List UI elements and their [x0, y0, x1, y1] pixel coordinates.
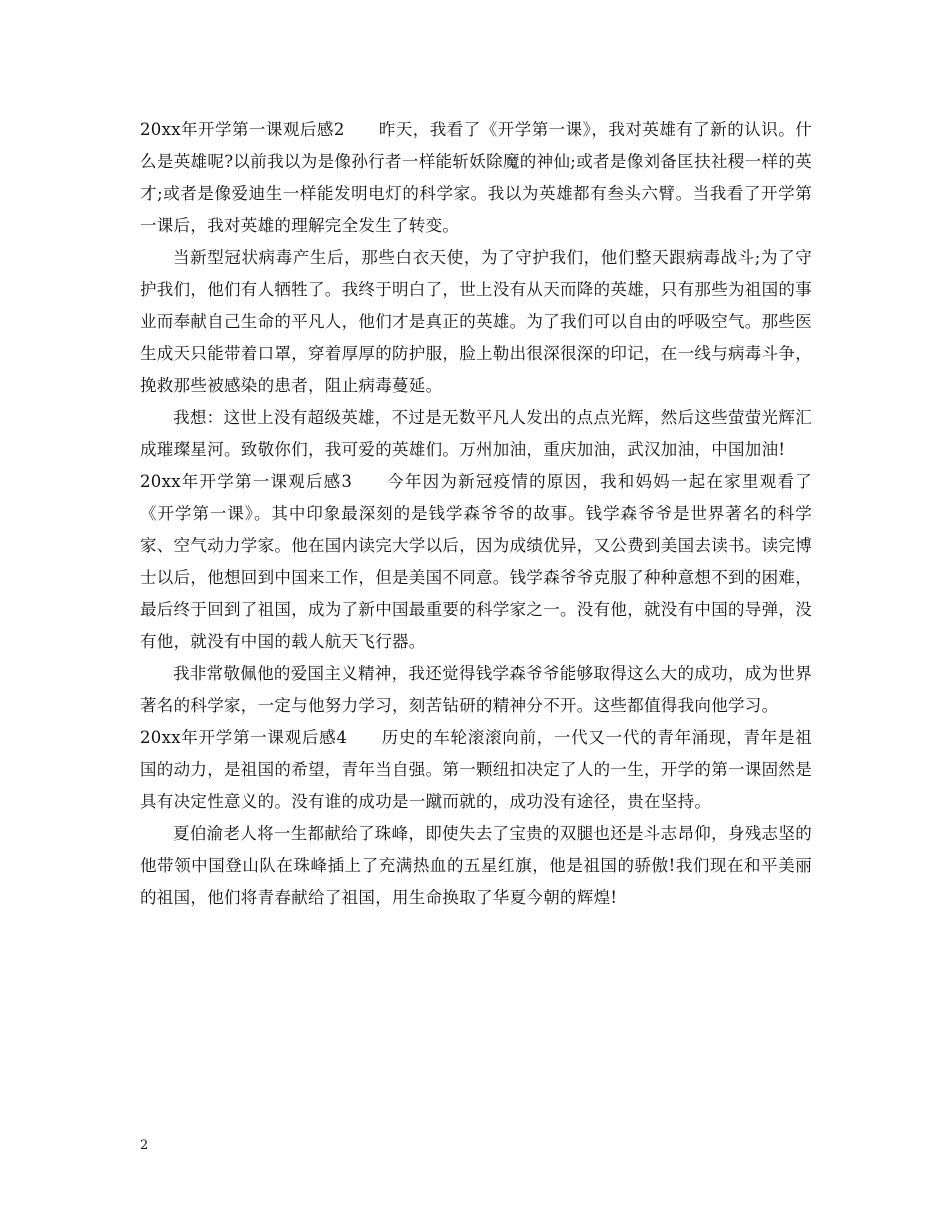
essay-paragraph: [140, 402, 812, 466]
paragraph-text: 当新型冠状病毒产生后，那些白衣天使，为了守护我们，他们整天跟病毒战斗;为了守护我们，他们有人牺牲了。我终于明白了，世上没有从天而降的英雄，只有那些为祖国的事业而奉献自己生命的平凡人，他们才是真正的英雄。为了我们可以自由的呼吸空气。那些医生成天只能带着口罩，穿着厚厚的防护服，脸上勒出很深很深的印记，在一线与病毒斗争，挽救那些被感染的患者，阻止病毒蔓延。: [140, 248, 812, 395]
essay-heading: 20xx年开学第一课观后感2: [140, 120, 345, 139]
essay-paragraph: [140, 658, 812, 722]
document-body: [140, 114, 812, 914]
page-number: 2: [140, 1138, 149, 1153]
essay-paragraph: [140, 242, 812, 402]
paragraph-text: 夏伯渝老人将一生都献给了珠峰，即使失去了宝贵的双腿也还是斗志昂仰，身残志坚的他带领中国登山队在珠峰插上了充满热血的五星红旗，他是祖国的骄傲!我们现在和平美丽的祖国，他们将青春献给了祖国，用生命换取了华夏今朝的辉煌!: [140, 824, 812, 907]
paragraph-text: 今年因为新冠疫情的原因，我和妈妈一起在家里观看了《开学第一课》。其中印象最深刻的是钱学森爷爷的故事。钱学森爷爷是世界著名的科学家、空气动力学家。他在国内读完大学以后，因为成绩优异，又公费到美国去读书。读完博士以后，他想回到中国来工作，但是美国不同意。钱学森爷爷克服了种种意想不到的困难，最后终于回到了祖国，成为了新中国最重要的科学家之一。没有他，就没有中国的导弹，没有他，就没有中国的载人航天飞行器。: [140, 472, 812, 651]
essay-paragraph: [140, 722, 812, 818]
essay-paragraph: [140, 818, 812, 914]
essay-paragraph: [140, 466, 812, 658]
essay-paragraph: [140, 114, 812, 242]
paragraph-text: 历史的车轮滚滚向前，一代又一代的青年涌现，青年是祖国的动力，是祖国的希望，青年当自强。第一颗纽扣决定了人的一生，开学的第一课固然是具有决定性意义的。没有谁的成功是一蹴而就的，成功没有途径，贵在坚持。: [140, 728, 813, 811]
paragraph-text: 我非常敬佩他的爱国主义精神，我还觉得钱学森爷爷能够取得这么大的成功，成为世界著名的科学家，一定与他努力学习，刻苦钻研的精神分不开。这些都值得我向他学习。: [140, 664, 812, 715]
essay-heading: 20xx年开学第一课观后感3: [140, 472, 353, 491]
paragraph-text: 我想：这世上没有超级英雄，不过是无数平凡人发出的点点光辉，然后这些萤萤光辉汇成璀璨星河。致敬你们，我可爱的英雄们。万州加油，重庆加油，武汉加油，中国加油!: [140, 408, 812, 459]
paragraph-text: 昨天，我看了《开学第一课》，我对英雄有了新的认识。什么是英雄呢?以前我以为是像孙行者一样能斩妖除魔的神仙;或者是像刘备匡扶社稷一样的英才;或者是像爱迪生一样能发明电灯的科学家。我以为英雄都有叁头六臂。当我看了开学第一课后，我对英雄的理解完全发生了转变。: [140, 120, 812, 235]
essay-heading: 20xx年开学第一课观后感4: [140, 728, 348, 747]
